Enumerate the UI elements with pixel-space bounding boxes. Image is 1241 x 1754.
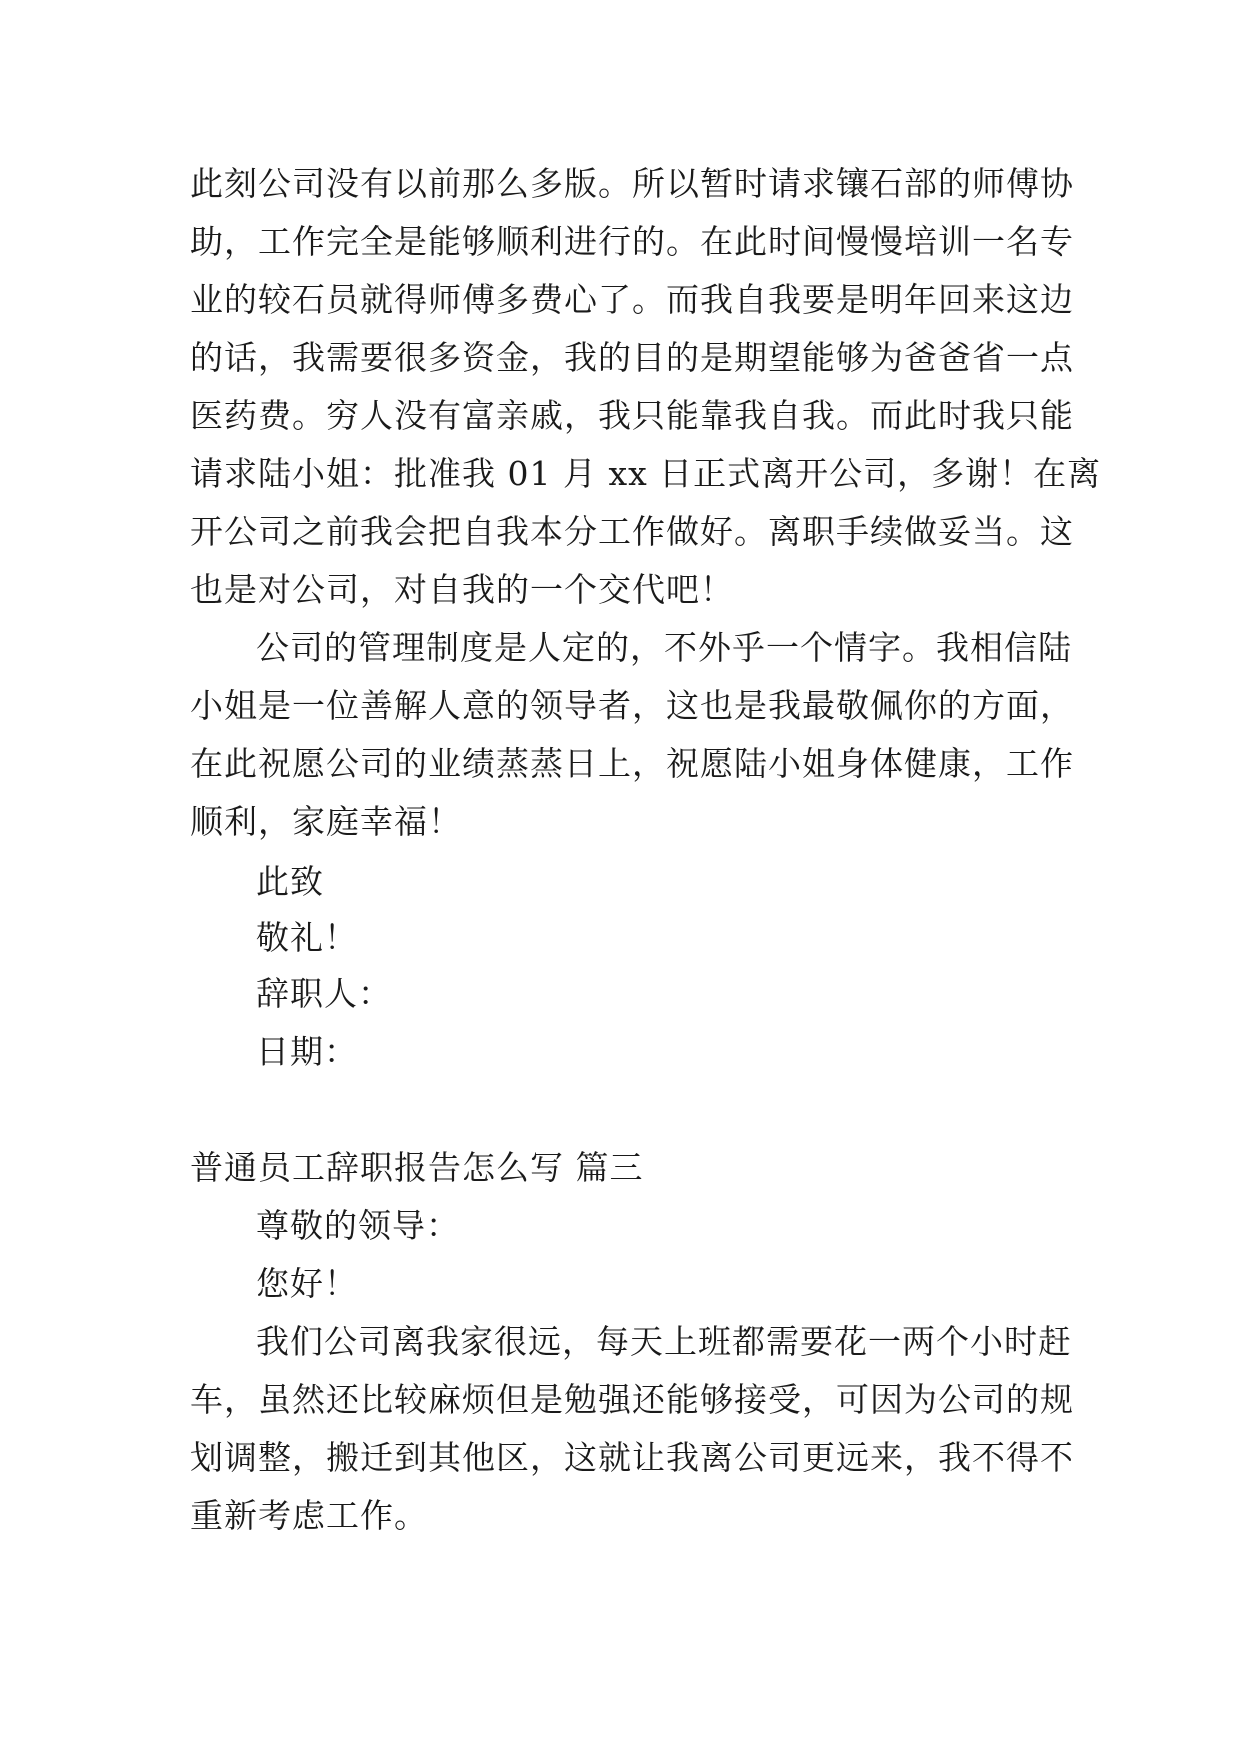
paragraph-line: 开公司之前我会把自我本分工作做好。离职手续做妥当。这 <box>190 512 1074 551</box>
paragraph-line: 我们公司离我家很远，每天上班都需要花一两个小时赶 <box>256 1322 1072 1361</box>
closing-line: 此致 <box>256 862 324 901</box>
paragraph-line: 请求陆小姐：批准我 01 月 xx 日正式离开公司，多谢！在离 <box>190 454 1102 493</box>
paragraph-line: 顺利，家庭幸福！ <box>190 802 462 841</box>
paragraph-line: 业的较石员就得师傅多费心了。而我自我要是明年回来这边 <box>190 280 1074 319</box>
paragraph-line: 划调整，搬迁到其他区，这就让我离公司更远来，我不得不 <box>190 1438 1074 1477</box>
salutation-line: 敬礼！ <box>256 918 358 957</box>
paragraph-line: 也是对公司，对自我的一个交代吧！ <box>190 570 734 609</box>
paragraph-line: 助，工作完全是能够顺利进行的。在此时间慢慢培训一名专 <box>190 222 1074 261</box>
paragraph-line: 重新考虑工作。 <box>190 1496 428 1535</box>
paragraph-line: 小姐是一位善解人意的领导者，这也是我最敬佩你的方面， <box>190 686 1074 725</box>
paragraph-line: 公司的管理制度是人定的，不外乎一个情字。我相信陆 <box>256 628 1072 667</box>
paragraph-line: 在此祝愿公司的业绩蒸蒸日上，祝愿陆小姐身体健康，工作 <box>190 744 1074 783</box>
greeting-line: 尊敬的领导： <box>256 1206 460 1245</box>
paragraph-line: 此刻公司没有以前那么多版。所以暂时请求镶石部的师傅协 <box>190 164 1074 203</box>
greeting-line: 您好！ <box>256 1264 358 1303</box>
paragraph-line: 医药费。穷人没有富亲戚，我只能靠我自我。而此时我只能 <box>190 396 1074 435</box>
paragraph-line: 车，虽然还比较麻烦但是勉强还能够接受，可因为公司的规 <box>190 1380 1074 1419</box>
section-heading: 普通员工辞职报告怎么写 篇三 <box>190 1148 644 1187</box>
signature-label: 辞职人： <box>256 974 392 1013</box>
date-label: 日期： <box>256 1032 358 1071</box>
paragraph-line: 的话，我需要很多资金，我的目的是期望能够为爸爸省一点 <box>190 338 1074 377</box>
